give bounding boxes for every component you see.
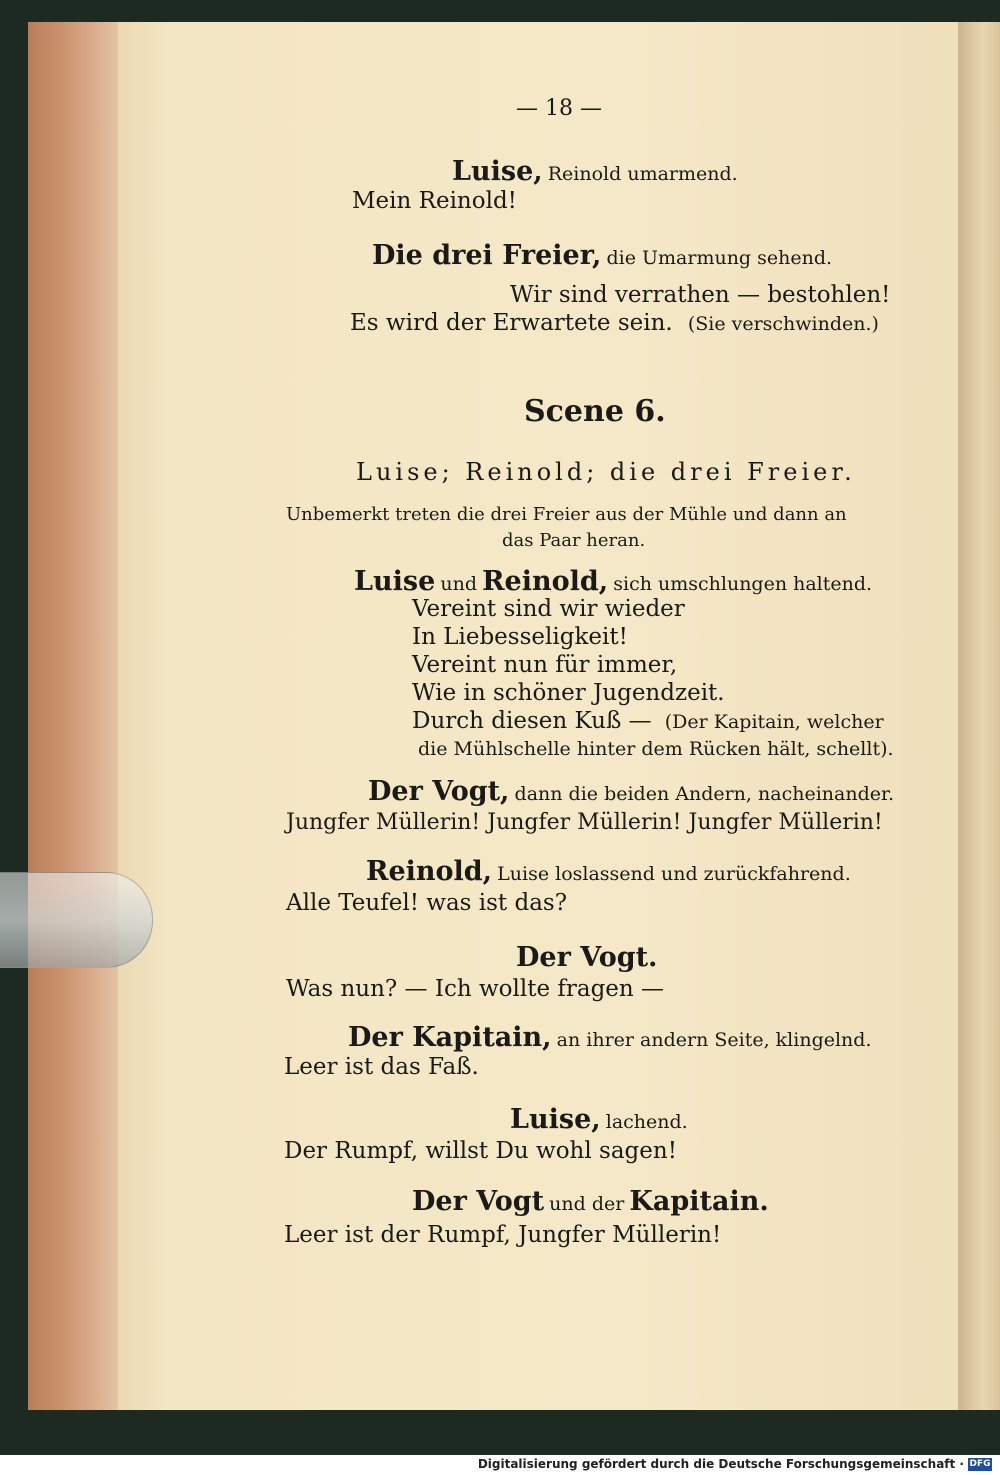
dialogue-text: Durch diesen Kuß — xyxy=(412,708,652,734)
verse-line: Vereint nun für immer, xyxy=(412,652,678,678)
speaker-name: Luise xyxy=(354,566,436,597)
dialogue-line: Alle Teufel! was ist das? xyxy=(286,890,568,916)
dialogue-line: Jungfer Müllerin! Jungfer Müllerin! Jungfer Müllerin! xyxy=(286,810,883,835)
speaker-name: Die drei Freier, xyxy=(372,240,602,271)
stage-direction: lachend. xyxy=(605,1111,688,1133)
speaker-name: Der Kapitain, xyxy=(348,1022,552,1053)
dialogue-line: Leer ist der Rumpf, Jungfer Müllerin! xyxy=(284,1222,722,1248)
speaker-name: Reinold, xyxy=(482,566,609,597)
speaker-line xyxy=(366,856,851,887)
dialogue-line: Wir sind verrathen — bestohlen! xyxy=(510,282,891,308)
stage-direction: dann die beiden Andern, nacheinander. xyxy=(514,783,895,805)
speaker-name: Der Vogt. xyxy=(516,942,658,973)
dialogue-line-with-direction xyxy=(412,708,884,734)
speaker-name: Kapitain. xyxy=(629,1186,769,1217)
dialogue-line: Was nun? — Ich wollte fragen — xyxy=(286,976,665,1002)
speaker-name: Der Vogt xyxy=(412,1186,545,1217)
speaker-name: Luise, xyxy=(452,156,543,187)
speaker-line xyxy=(354,566,872,597)
scene-heading: Scene 6. xyxy=(524,394,666,429)
footer-credit: Digitalisierung gefördert durch die Deutsche Forschungsgemeinschaft · xyxy=(477,1457,964,1471)
stage-instruction: Unbemerkt treten die drei Freier aus der Mühle und dann an xyxy=(286,504,847,525)
speaker-line xyxy=(372,240,832,271)
stage-direction: an ihrer andern Seite, klingelnd. xyxy=(556,1029,872,1051)
speaker-name: Reinold, xyxy=(366,856,493,887)
dialogue-text: Es wird der Erwartete sein. xyxy=(350,310,673,336)
dialogue-line: Leer ist das Faß. xyxy=(284,1054,479,1080)
dfg-logo: DFG xyxy=(969,1459,991,1469)
speaker-line xyxy=(412,1186,769,1217)
speaker-line xyxy=(510,1104,688,1135)
stage-direction: sich umschlungen haltend. xyxy=(613,573,873,595)
speaker-connector: und xyxy=(440,573,477,595)
next-page-edge xyxy=(958,22,1000,1410)
book-page-edges xyxy=(28,22,128,1410)
glass-page-clip xyxy=(0,872,153,968)
stage-direction: die Mühlschelle hinter dem Rücken hält, schellt). xyxy=(418,738,894,760)
stage-instruction: das Paar heran. xyxy=(502,530,646,551)
speaker-name: Der Vogt, xyxy=(368,776,510,807)
stage-direction: die Umarmung sehend. xyxy=(606,247,833,269)
verse-line: Wie in schöner Jugendzeit. xyxy=(412,680,725,706)
dialogue-line: Der Rumpf, willst Du wohl sagen! xyxy=(284,1138,677,1164)
speaker-name: Luise, xyxy=(510,1104,601,1135)
speaker-line xyxy=(368,776,894,807)
character-list: Luise; Reinold; die drei Freier. xyxy=(356,458,856,486)
stage-direction: (Sie verschwinden.) xyxy=(687,313,879,335)
verse-line: In Liebesseligkeit! xyxy=(412,624,628,650)
speaker-line xyxy=(452,156,738,187)
dialogue-line-with-direction xyxy=(350,310,879,336)
stage-direction: Luise loslassend und zurückfahrend. xyxy=(497,863,851,885)
speaker-line xyxy=(348,1022,872,1053)
verse-line: Vereint sind wir wieder xyxy=(412,596,685,622)
stage-direction: (Der Kapitain, welcher xyxy=(664,711,884,733)
page-number: — 18 — xyxy=(516,96,602,121)
stage-direction: Reinold umarmend. xyxy=(547,163,738,185)
speaker-connector: und der xyxy=(549,1193,625,1215)
dialogue-line: Mein Reinold! xyxy=(352,188,517,214)
